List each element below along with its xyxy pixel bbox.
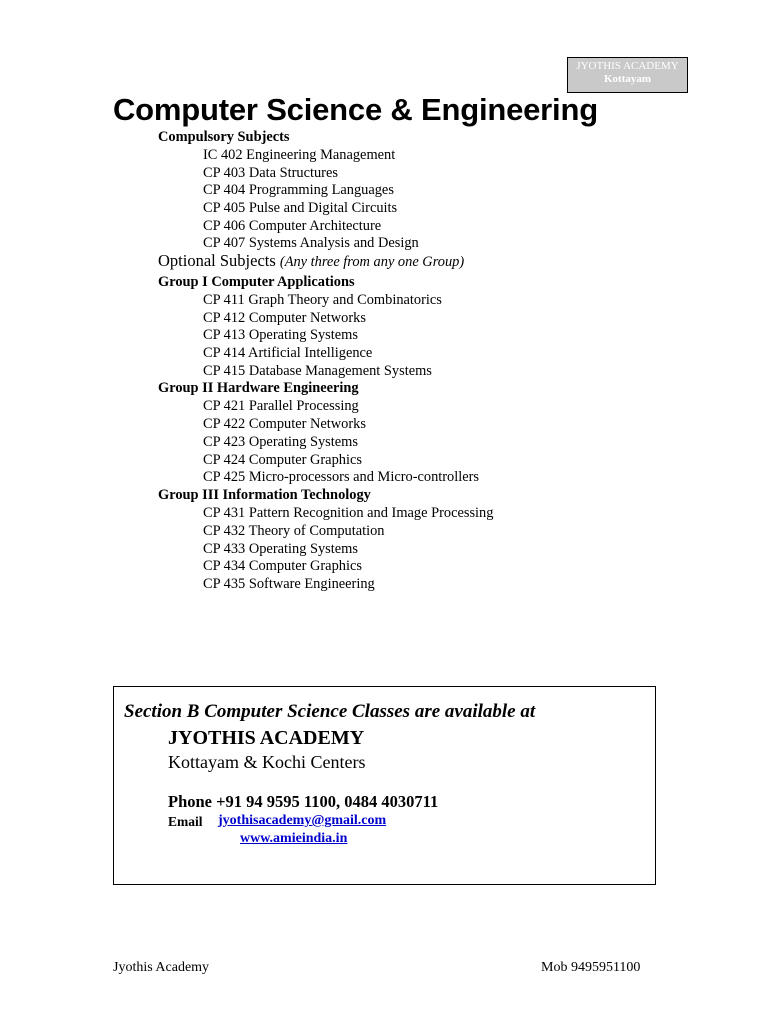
list-item: CP 424 Computer Graphics xyxy=(203,451,362,468)
academy-name: JYOTHIS ACADEMY xyxy=(168,727,365,749)
list-item: CP 431 Pattern Recognition and Image Processing xyxy=(203,505,494,521)
footer-academy: Jyothis Academy xyxy=(113,960,210,975)
contact-box xyxy=(113,686,656,885)
list-item: CP 433 Operating Systems xyxy=(203,540,358,557)
optional-label: Optional Subjects xyxy=(158,251,276,270)
page-title: Computer Science & Engineering xyxy=(113,92,598,127)
list-item: CP 432 Theory of Computation xyxy=(203,522,385,539)
list-item: CP 425 Micro-processors and Micro-controllers xyxy=(203,469,480,485)
list-item: CP 434 Computer Graphics xyxy=(203,558,362,574)
list-item: CP 403 Data Structures xyxy=(203,164,338,181)
badge-title: JYOTHIS ACADEMY xyxy=(576,60,679,72)
academy-badge xyxy=(567,57,688,93)
list-item: CP 407 Systems Analysis and Design xyxy=(203,235,419,251)
list-item: CP 412 Computer Networks xyxy=(203,309,366,326)
list-item: CP 421 Parallel Processing xyxy=(203,398,359,414)
list-item: CP 415 Database Management Systems xyxy=(203,362,432,379)
list-item: IC 402 Engineering Management xyxy=(203,147,396,163)
group-2-heading: Group II Hardware Engineering xyxy=(158,380,359,396)
list-item: CP 411 Graph Theory and Combinatorics xyxy=(203,291,442,308)
compulsory-heading: Compulsory Subjects xyxy=(158,129,290,145)
list-item: CP 423 Operating Systems xyxy=(203,433,358,450)
optional-subjects-line xyxy=(158,252,464,271)
badge-location: Kottayam xyxy=(603,73,652,85)
website-link[interactable]: www.amieindia.in xyxy=(240,831,348,846)
list-item: CP 404 Programming Languages xyxy=(203,182,394,198)
list-item: CP 422 Computer Networks xyxy=(203,416,366,432)
phone-numbers: Phone +91 94 9595 1100, 0484 4030711 xyxy=(168,792,439,811)
group-3-heading: Group III Information Technology xyxy=(158,487,371,503)
group-1-heading: Group I Computer Applications xyxy=(158,274,355,290)
optional-note: (Any three from any one Group) xyxy=(279,254,465,270)
email-link[interactable]: jyothisacademy@gmail.com xyxy=(218,813,387,828)
classes-heading: Section B Computer Science Classes are available at xyxy=(124,701,536,722)
list-item: CP 414 Artificial Intelligence xyxy=(203,345,373,361)
list-item: CP 405 Pulse and Digital Circuits xyxy=(203,200,398,216)
list-item: CP 413 Operating Systems xyxy=(203,327,358,343)
email-label: Email xyxy=(168,814,203,829)
list-item: CP 435 Software Engineering xyxy=(203,576,375,592)
centers-text: Kottayam & Kochi Centers xyxy=(168,752,366,772)
list-item: CP 406 Computer Architecture xyxy=(203,217,382,234)
footer-mobile: Mob 9495951100 xyxy=(541,960,641,975)
